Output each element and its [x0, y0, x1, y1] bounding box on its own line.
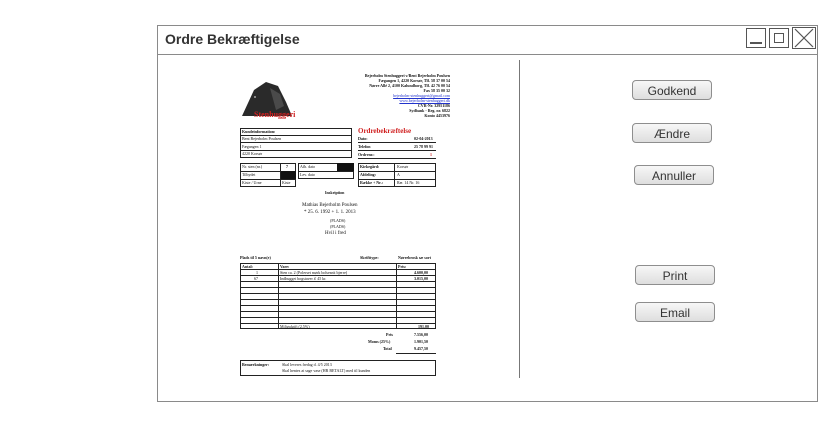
items-header-qty: Antal:	[242, 264, 253, 269]
maximize-icon	[774, 33, 784, 43]
tilbud-marker	[281, 171, 296, 179]
company-line: Bejerholm Stenhuggeri v/Bent Bejerholm Poulsen	[364, 73, 450, 78]
kiste-value: Kiste	[282, 180, 291, 185]
company-website-link[interactable]: www.bejerholm-stenhuggeri.dk	[399, 98, 450, 103]
order-phone-label: Telefon	[358, 144, 371, 149]
department-label: Afdeling:	[360, 172, 376, 177]
company-line: Nørre Allé 2, 4100 Kalundborg, Tlf. 42 76 00 54	[369, 83, 450, 88]
stone-count-value: 7	[286, 164, 288, 169]
order-confirmation-window	[157, 25, 818, 402]
department-value: A	[397, 172, 400, 177]
change-button[interactable]: Ændre	[632, 123, 712, 143]
customer-address: Fægangen 1	[242, 144, 262, 149]
company-email-link[interactable]: bejerholm-stenhuggeri@gmail.com	[393, 93, 450, 98]
title-bar	[158, 26, 817, 55]
font-type-label: Skrifttype:	[360, 255, 379, 260]
minimize-button[interactable]	[746, 28, 766, 48]
item-description: Indhugget bogstaver á' 45 kr.	[280, 276, 327, 281]
company-line: Sydbank - Reg. nr. 6822	[409, 108, 450, 113]
pane-divider	[519, 60, 520, 378]
kiste-label: Kiste / Urne	[242, 180, 262, 185]
stone-count-label: Nr. sten (nr.)	[242, 164, 263, 169]
maximize-button[interactable]	[769, 28, 789, 48]
print-button[interactable]: Print	[635, 265, 715, 285]
company-line: Fægangen 1, 4220 Korsør, Tlf. 58 37 00 54	[378, 78, 450, 83]
close-icon	[793, 28, 815, 48]
approve-button[interactable]: Godkend	[632, 80, 712, 100]
row-number-label: Række + Nr.:	[360, 180, 383, 185]
minimize-icon	[750, 42, 762, 44]
price-label: Pris	[386, 332, 393, 337]
env-fee-value: 191,00	[418, 324, 429, 329]
logo-text: Stenhuggeri	[254, 110, 296, 119]
company-line: CVR-Nr. 32951186	[417, 103, 450, 108]
font-type-value: Nørrebrosk sæ sort	[398, 255, 431, 260]
inscription-placeholder: (PLADS)	[330, 218, 346, 223]
total-label: Total	[383, 346, 392, 351]
customer-city: 4220 Korsør	[242, 151, 263, 156]
item-price: 4.600,00	[414, 270, 428, 275]
order-date-label: Dato:	[358, 136, 368, 141]
names-space-label: Plads til 5 navn(e)	[240, 255, 271, 260]
inscription-farewell: Hvil i fred	[325, 231, 346, 236]
remarks-line: Skal leveres fredag d. 4/5 2013	[282, 362, 332, 367]
lev-date-label: Lev. dato	[300, 172, 315, 177]
tilbud-label: Tilbydet	[242, 172, 256, 177]
order-title: Ordrebekræftelse	[358, 127, 412, 135]
company-line: Fax 58 35 00 32	[423, 88, 450, 93]
company-line: Konto 4453976	[424, 113, 450, 118]
inscription-placeholder: (PLADS)	[330, 224, 346, 229]
close-button[interactable]	[792, 27, 816, 49]
price-value: 7.556,00	[414, 332, 428, 337]
item-description: Sten ca. 2 (Polerset mørk bolsesnit bjerre)	[280, 270, 348, 275]
env-fee-label: Miljøafgift (2,5%)	[280, 324, 310, 329]
order-document-preview	[234, 64, 454, 382]
inscription-dates: * 25. 6. 1992 + 1. 1. 2013	[304, 210, 356, 215]
total-value: 9.457,50	[414, 346, 428, 351]
items-header-price: Pris:	[398, 264, 407, 269]
inscription-name: Mathias Bejerholm Poulsen	[302, 203, 358, 208]
order-date-value: 02-04-2013	[414, 136, 433, 141]
order-number-label: Ordrenr.:	[358, 152, 375, 157]
item-price: 3.015,00	[414, 276, 428, 281]
customer-name: Bent Bejerholm Poulsen	[242, 136, 282, 141]
remarks-label: Bemærkninger:	[242, 362, 270, 367]
customer-info-label: Kundeinformation:	[242, 129, 276, 134]
cemetery-label: Kirkegård:	[360, 164, 380, 169]
afh-date-marker	[337, 163, 354, 171]
vat-label: Moms (25%)	[368, 339, 391, 344]
item-qty: 1	[256, 270, 258, 275]
email-button[interactable]: Email	[635, 302, 715, 322]
remarks-line: Skal hentes at sage vase (HR BETALT) med til kunden	[282, 368, 371, 373]
order-number-value: 1	[430, 152, 432, 157]
cemetery-value: Korsør	[397, 164, 409, 169]
row-number-value: Ræ. 14 Nr. 16	[397, 180, 420, 185]
afh-date-label: Afh. dato	[300, 164, 316, 169]
cancel-button[interactable]: Annuller	[634, 165, 714, 185]
vat-value: 1.901,50	[414, 339, 428, 344]
order-phone-value: 25 78 99 91	[414, 144, 433, 149]
inscription-heading: Inskription	[325, 190, 345, 195]
item-qty: 67	[254, 276, 258, 281]
items-header-item: Vare:	[280, 264, 290, 269]
window-title: Ordre Bekræftigelse	[165, 31, 300, 47]
